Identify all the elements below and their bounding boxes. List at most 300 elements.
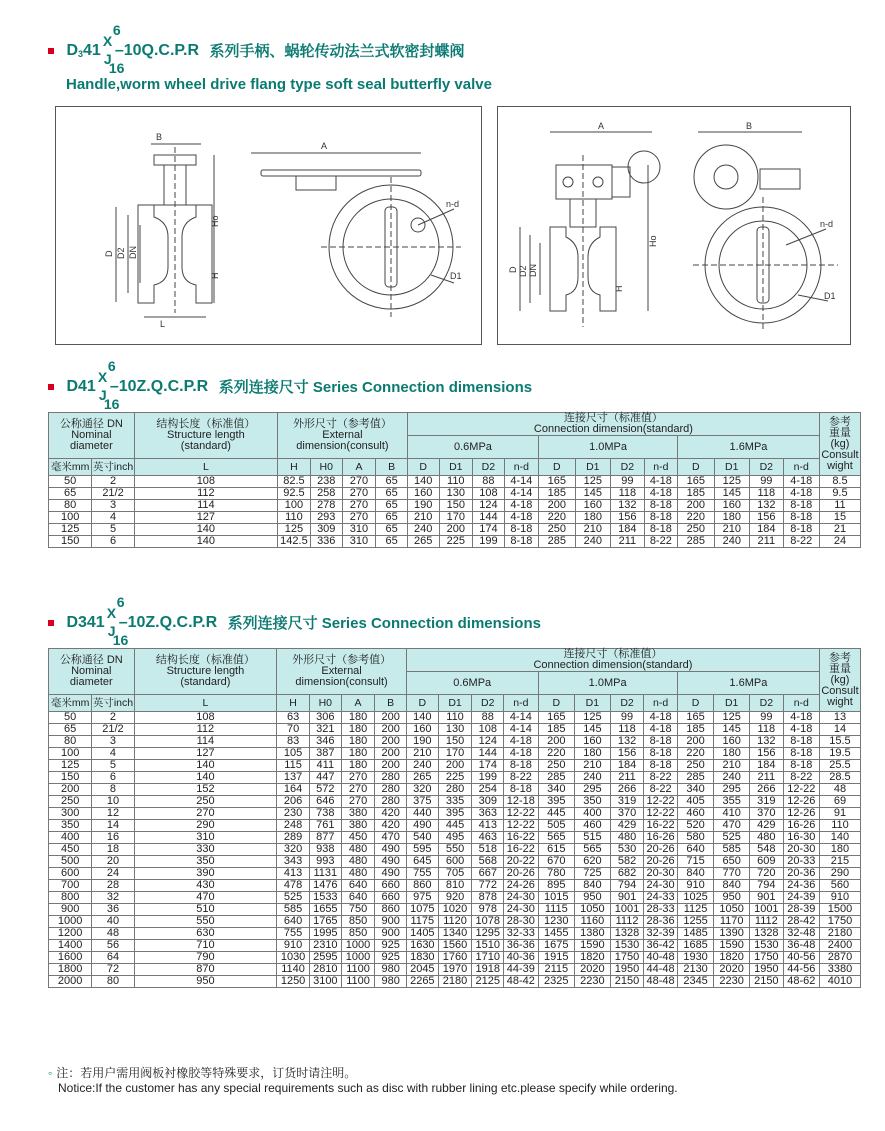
header-weight-cn1: 参考: [828, 651, 851, 664]
table-cell: 710: [134, 940, 277, 952]
table-cell: 150: [49, 536, 92, 548]
bullet-icon: [48, 48, 54, 54]
table-cell: 150: [438, 736, 472, 748]
table-cell: 518: [472, 844, 504, 856]
table-cell: 750: [341, 904, 375, 916]
table-cell: 310: [342, 524, 376, 536]
table-cell: 1125: [677, 904, 714, 916]
table-row: [49, 844, 861, 856]
table-cell: 200: [375, 712, 407, 724]
table-cell: 266: [749, 784, 783, 796]
table-cell: 1630: [406, 940, 438, 952]
table-cell: 270: [342, 500, 376, 512]
table-cell: 36-48: [783, 940, 819, 952]
table-cell: 12-26: [783, 808, 819, 820]
header-connection-en: Connection dimension(standard): [533, 659, 693, 671]
table-cell: 125: [49, 524, 92, 536]
table-cell: 240: [406, 760, 438, 772]
table-cell: 69: [819, 796, 860, 808]
table-cell: 180: [714, 748, 750, 760]
table-cell: 65: [376, 476, 408, 488]
table-cell: 10: [92, 796, 134, 808]
table-cell: 44-39: [504, 964, 538, 976]
table-cell: 24-30: [504, 892, 538, 904]
table-cell: 130: [439, 488, 473, 500]
table-cell: 12-22: [644, 796, 677, 808]
table-cell: 4-18: [644, 712, 677, 724]
table-cell: 12-22: [644, 808, 677, 820]
table-cell: 993: [309, 856, 341, 868]
table-cell: 180: [341, 712, 375, 724]
table-cell: 330: [134, 844, 277, 856]
table-row: [49, 892, 861, 904]
table-cell: 140: [134, 536, 277, 548]
table-cell: 142.5: [278, 536, 311, 548]
table-cell: 5: [92, 524, 134, 536]
subheader-18: n-d: [783, 459, 819, 476]
subheader-1: 英寸inch: [92, 459, 134, 476]
table-cell: 16-26: [644, 832, 677, 844]
table-cell: 1675: [538, 940, 575, 952]
table-cell: 132: [750, 500, 784, 512]
table-cell: 620: [575, 856, 611, 868]
table-cell: 1930: [677, 952, 714, 964]
table-cell: 363: [472, 808, 504, 820]
bullet-icon: [48, 384, 54, 390]
table-cell: 840: [714, 880, 750, 892]
table-cell: 180: [575, 748, 611, 760]
table-cell: 3380: [819, 964, 860, 976]
table-cell: 4-18: [504, 500, 538, 512]
title-en: Handle,worm wheel drive flang type soft seal butterfly valve: [66, 76, 492, 93]
table-cell: 24-30: [644, 880, 677, 892]
table-cell: 490: [375, 856, 407, 868]
table-cell: 470: [714, 820, 750, 832]
table-cell: 65: [376, 524, 408, 536]
table-cell: 110: [439, 476, 473, 488]
table-cell: 335: [438, 796, 472, 808]
table-cell: 16-22: [504, 832, 538, 844]
table-row: [49, 904, 861, 916]
table-row: [49, 488, 861, 500]
subheader-5: A: [341, 695, 375, 712]
table-cell: 480: [749, 832, 783, 844]
table-cell: 16-22: [504, 844, 538, 856]
table-cell: 14: [819, 724, 860, 736]
model-fraction: X J 6 16 –10Q.C.P.R: [102, 21, 200, 76]
table-cell: 1405: [406, 928, 438, 940]
table-cell: 413: [472, 820, 504, 832]
table-row: [49, 724, 861, 736]
table-cell: 510: [134, 904, 277, 916]
table-cell: 92.5: [278, 488, 311, 500]
table-cell: 370: [749, 808, 783, 820]
table-cell: 346: [309, 736, 341, 748]
header-external-cn: 外形尺寸（参考值）: [292, 418, 392, 430]
table-cell: 88: [472, 712, 504, 724]
subheader-15: D: [678, 459, 714, 476]
header-pressure-1: 0.6MPa: [406, 672, 538, 695]
header-weight-cn2: 重量: [828, 662, 851, 675]
table-cell: 4-18: [504, 748, 538, 760]
table-cell: 1000: [49, 916, 92, 928]
table-cell: 258: [310, 488, 342, 500]
table-cell: 445: [438, 820, 472, 832]
table-cell: 12-22: [783, 784, 819, 796]
table-cell: 240: [575, 772, 611, 784]
table-cell: 80: [49, 500, 92, 512]
table-cell: 1750: [819, 916, 860, 928]
table-cell: 2150: [749, 976, 783, 988]
table-cell: 755: [406, 868, 438, 880]
subheader-16: D1: [714, 695, 750, 712]
table-cell: 460: [575, 820, 611, 832]
table-cell: 285: [678, 536, 714, 548]
table-cell: 24-36: [783, 880, 819, 892]
table-cell: 65: [376, 536, 408, 548]
table-cell: 480: [341, 868, 375, 880]
table-cell: 200: [375, 748, 407, 760]
table-cell: 1120: [438, 916, 472, 928]
table-cell: 180: [819, 844, 860, 856]
table-cell: 1050: [575, 904, 611, 916]
header-structure: [134, 649, 277, 695]
label-nd-2: n-d: [820, 219, 834, 229]
table-cell: 174: [473, 524, 505, 536]
table-cell: 20-26: [504, 868, 538, 880]
table-cell: 6: [92, 772, 134, 784]
table-cell: 548: [749, 844, 783, 856]
table-cell: 525: [277, 892, 310, 904]
table-cell: 230: [277, 808, 310, 820]
label-l: L: [160, 319, 166, 329]
table-cell: 145: [714, 724, 750, 736]
table-cell: 8-18: [783, 748, 819, 760]
table-cell: 206: [277, 796, 310, 808]
table-cell: 2180: [819, 928, 860, 940]
header-weight-cn2: 重量: [828, 426, 851, 439]
model-code: D341: [66, 41, 101, 59]
table-cell: 118: [611, 488, 645, 500]
table-cell: 100: [49, 512, 92, 524]
table-cell: 20-30: [644, 868, 677, 880]
table-cell: 8.5: [819, 476, 860, 488]
table-cell: 125: [714, 712, 750, 724]
table-cell: 270: [342, 488, 376, 500]
header-connection: [407, 413, 819, 436]
table-cell: 430: [134, 880, 277, 892]
table-cell: 667: [472, 868, 504, 880]
table-cell: 640: [341, 892, 375, 904]
table-cell: 12-26: [783, 796, 819, 808]
table-cell: 870: [134, 964, 277, 976]
table-cell: 108: [134, 712, 277, 724]
table-row: [49, 760, 861, 772]
table-cell: 127: [134, 512, 277, 524]
table-cell: 2230: [714, 976, 750, 988]
table-cell: 1295: [472, 928, 504, 940]
header-pressure-1: 0.6MPa: [407, 436, 538, 459]
table-cell: 2265: [406, 976, 438, 988]
table-cell: 2125: [472, 976, 504, 988]
table-cell: 755: [277, 928, 310, 940]
table-row: [49, 820, 861, 832]
table-cell: 1765: [309, 916, 341, 928]
table-cell: 211: [749, 772, 783, 784]
table-cell: 199: [472, 772, 504, 784]
table-cell: 670: [538, 856, 575, 868]
table-cell: 840: [575, 880, 611, 892]
table-row: [49, 868, 861, 880]
table-cell: 565: [575, 844, 611, 856]
table-cell: 105: [277, 748, 310, 760]
subheader-0: 毫米mm: [49, 459, 92, 476]
table-cell: 24-33: [644, 892, 677, 904]
table-cell: 1115: [538, 904, 575, 916]
table-cell: 3: [92, 736, 134, 748]
table2-heading: D341 X J 6 16 –10Z.Q.C.P.R 系列连接尺寸 Series Connection dimensions: [48, 612, 541, 633]
table-cell: 480: [341, 844, 375, 856]
table-cell: 13: [819, 712, 860, 724]
table-cell: 478: [277, 880, 310, 892]
table-cell: 21: [819, 524, 860, 536]
table-cell: 530: [610, 844, 644, 856]
table-cell: 320: [277, 844, 310, 856]
table-cell: 270: [341, 796, 375, 808]
table-cell: 585: [277, 904, 310, 916]
table-cell: 336: [310, 536, 342, 548]
table-cell: 500: [49, 856, 92, 868]
table-cell: 2: [92, 712, 134, 724]
table-cell: 28: [92, 880, 134, 892]
table-cell: 8-18: [644, 760, 677, 772]
table-cell: 640: [277, 916, 310, 928]
table-cell: 1590: [714, 940, 750, 952]
table-cell: 145: [575, 724, 611, 736]
table-cell: 254: [472, 784, 504, 796]
table-cell: 140: [134, 772, 277, 784]
table-cell: 88: [473, 476, 505, 488]
table-cell: 1560: [438, 940, 472, 952]
table-cell: 65: [49, 488, 92, 500]
table-cell: 950: [714, 892, 750, 904]
table-cell: 1918: [472, 964, 504, 976]
table-cell: 770: [714, 868, 750, 880]
table-cell: 810: [438, 880, 472, 892]
table-row: [49, 940, 861, 952]
table-cell: 340: [538, 784, 575, 796]
table-cell: 16: [92, 832, 134, 844]
table-cell: 12-22: [504, 820, 538, 832]
subheader-9: D2: [473, 459, 505, 476]
table-cell: 185: [538, 724, 575, 736]
table-cell: 950: [134, 976, 277, 988]
table-cell: 410: [714, 808, 750, 820]
table-cell: 4-18: [644, 488, 677, 500]
table-cell: 44-48: [644, 964, 677, 976]
table-cell: 210: [407, 512, 439, 524]
table-cell: 640: [341, 880, 375, 892]
table-cell: 1950: [749, 964, 783, 976]
table-cell: 2345: [677, 976, 714, 988]
table-cell: 540: [406, 832, 438, 844]
subheader-4: H0: [309, 695, 341, 712]
table-cell: 582: [610, 856, 644, 868]
table-row: [49, 832, 861, 844]
table-cell: 1750: [610, 952, 644, 964]
table-cell: 65: [376, 488, 408, 500]
table-cell: 280: [375, 772, 407, 784]
table-cell: 1328: [610, 928, 644, 940]
table-cell: 938: [309, 844, 341, 856]
table-cell: 1915: [538, 952, 575, 964]
table-cell: 8-18: [644, 500, 677, 512]
table-cell: 350: [575, 796, 611, 808]
table-cell: 200: [538, 736, 575, 748]
table-cell: 8-18: [644, 748, 677, 760]
table-row: [49, 476, 861, 488]
table-cell: 200: [439, 524, 473, 536]
table-cell: 850: [341, 928, 375, 940]
table-cell: 1030: [277, 952, 310, 964]
table-cell: 4-14: [504, 724, 538, 736]
table-cell: 180: [341, 736, 375, 748]
table-cell: 1950: [610, 964, 644, 976]
table-cell: 1760: [438, 952, 472, 964]
table-cell: 108: [473, 488, 505, 500]
table-cell: 306: [309, 712, 341, 724]
header-weight-en1: Consult: [821, 684, 859, 697]
table-cell: 790: [134, 952, 277, 964]
table-cell: 200: [375, 760, 407, 772]
header-weight-cn1: 参考: [828, 415, 851, 428]
table-cell: 515: [575, 832, 611, 844]
header-structure: [134, 413, 277, 459]
subheader-8: D1: [439, 459, 473, 476]
table-cell: 185: [539, 488, 575, 500]
table-cell: 28.5: [819, 772, 860, 784]
table-cell: 950: [575, 892, 611, 904]
table-cell: 48: [819, 784, 860, 796]
table-cell: 370: [610, 808, 644, 820]
table-cell: 170: [438, 748, 472, 760]
table-cell: 118: [610, 724, 644, 736]
table-cell: 266: [610, 784, 644, 796]
table-cell: 108: [472, 724, 504, 736]
table-cell: 280: [375, 796, 407, 808]
table-cell: 525: [714, 832, 750, 844]
table-cell: 184: [749, 760, 783, 772]
table-cell: 4-18: [504, 736, 538, 748]
table-cell: 1533: [309, 892, 341, 904]
table-cell: 8-18: [504, 784, 538, 796]
table-cell: 156: [611, 512, 645, 524]
table-cell: 8-18: [644, 524, 677, 536]
table-cell: 380: [341, 820, 375, 832]
table-cell: 16-26: [783, 820, 819, 832]
drawing-handle-type: [55, 106, 482, 345]
table-cell: 565: [538, 832, 575, 844]
table-cell: 160: [575, 500, 611, 512]
header-nominal: [49, 649, 135, 695]
header-pressure-2: 1.0MPa: [539, 436, 678, 459]
header-external-cn: 外形尺寸（参考值）: [292, 654, 392, 666]
table-cell: 140: [134, 760, 277, 772]
table-cell: 210: [406, 748, 438, 760]
header-weight-en2: wight: [827, 695, 853, 708]
table-cell: 550: [438, 844, 472, 856]
table-cell: 32-48: [783, 928, 819, 940]
table-cell: 1820: [714, 952, 750, 964]
table-cell: 310: [134, 832, 277, 844]
table-cell: 450: [49, 844, 92, 856]
table-cell: 490: [375, 844, 407, 856]
subheader-3: H: [278, 459, 311, 476]
header-external: [277, 649, 407, 695]
table-cell: 130: [438, 724, 472, 736]
table-cell: 895: [538, 880, 575, 892]
table-cell: 210: [714, 524, 750, 536]
table-cell: 705: [438, 868, 472, 880]
table-cell: 21/2: [92, 488, 134, 500]
table-cell: 772: [472, 880, 504, 892]
table-cell: 211: [750, 536, 784, 548]
table-cell: 490: [406, 820, 438, 832]
table-cell: 8-18: [783, 524, 819, 536]
subheader-4: H0: [310, 459, 342, 476]
table-cell: 390: [134, 868, 277, 880]
table-cell: 165: [678, 476, 714, 488]
table-cell: 2130: [677, 964, 714, 976]
table-cell: 1250: [277, 976, 310, 988]
table-cell: 4-18: [644, 476, 677, 488]
table-cell: 309: [310, 524, 342, 536]
table-row: [49, 808, 861, 820]
table-cell: 1001: [610, 904, 644, 916]
table-row: [49, 500, 861, 512]
table-row: [49, 748, 861, 760]
header-structure-cn: 结构长度（标准值）: [156, 418, 256, 430]
table-cell: 1131: [309, 868, 341, 880]
table1-heading: D41 X J 6 16 –10Z.Q.C.P.R 系列连接尺寸 Series Connection dimensions: [48, 376, 532, 397]
header-structure-en1: Structure length: [167, 429, 245, 441]
table-cell: 132: [749, 736, 783, 748]
table-cell: 8-18: [644, 512, 677, 524]
table-cell: 265: [406, 772, 438, 784]
subheader-6: B: [376, 459, 408, 476]
table-cell: 1750: [749, 952, 783, 964]
table-cell: 4-14: [504, 476, 538, 488]
table-cell: 840: [677, 868, 714, 880]
table-cell: 63: [277, 712, 310, 724]
table-cell: 28-36: [644, 916, 677, 928]
label-ho-2: Ho: [648, 235, 658, 247]
table-cell: 309: [472, 796, 504, 808]
table-cell: 1400: [49, 940, 92, 952]
table-cell: 495: [438, 832, 472, 844]
table-cell: 250: [49, 796, 92, 808]
header-weight-kg: (kg): [830, 437, 850, 450]
table-cell: 64: [92, 952, 134, 964]
table-cell: 1112: [749, 916, 783, 928]
table-cell: 595: [406, 844, 438, 856]
table-cell: 878: [472, 892, 504, 904]
table-cell: 2150: [610, 976, 644, 988]
table-cell: 1970: [438, 964, 472, 976]
table-cell: 240: [575, 536, 611, 548]
table-cell: 144: [472, 748, 504, 760]
table-cell: 270: [342, 476, 376, 488]
